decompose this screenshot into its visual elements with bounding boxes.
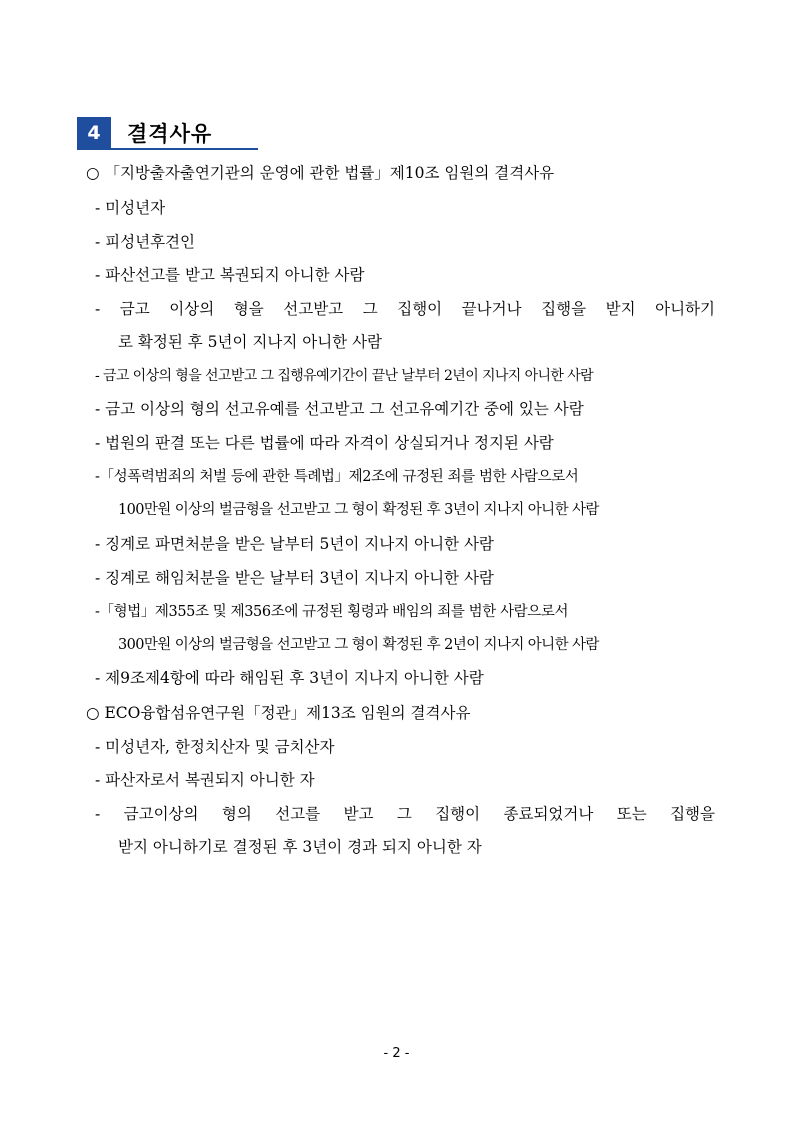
list-item: - 제9조제4항에 따라 해임된 후 3년이 지나지 아니한 사람 xyxy=(95,669,484,687)
list-item: -「형법」제355조 및 제356조에 규정된 횡령과 배임의 죄를 범한 사람으로서 xyxy=(95,604,569,620)
list-item: - 피성년후견인 xyxy=(95,233,196,251)
heading-underline xyxy=(77,148,258,150)
section-number-badge: 4 xyxy=(77,117,111,149)
section-title: 결격사유 xyxy=(127,122,213,146)
list-item: -「성폭력범죄의 처벌 등에 관한 특례법」제2조에 규정된 죄를 범한 사람으로서 xyxy=(95,469,579,485)
list-item: - 금고이상의 형의 선고를 받고 그 집행이 종료되었거나 또는 집행을 xyxy=(95,805,715,823)
bullet-articles-heading: ○ ECO융합섬유연구원「정관」제13조 임원의 결격사유 xyxy=(86,704,471,722)
list-item: - 금고 이상의 형을 선고받고 그 집행유예기간이 끝난 날부터 2년이 지나지 아니한 사람 xyxy=(95,368,594,384)
list-item-continuation: 100만원 이상의 벌금형을 선고받고 그 형이 확정된 후 3년이 지나지 아니한 사람 xyxy=(118,502,599,518)
list-item: - 금고 이상의 형을 선고받고 그 집행이 끝나거나 집행을 받지 아니하기 xyxy=(95,300,715,318)
list-item: - 미성년자 xyxy=(95,199,166,217)
list-item: - 징계로 파면처분을 받은 날부터 5년이 지나지 아니한 사람 xyxy=(95,535,494,553)
list-item: - 징계로 해임처분을 받은 날부터 3년이 지나지 아니한 사람 xyxy=(95,569,494,587)
section-heading xyxy=(77,116,212,150)
list-item: - 법원의 판결 또는 다른 법률에 따라 자격이 상실되거나 정지된 사람 xyxy=(95,434,554,452)
list-item-continuation: 받지 아니하기로 결정된 후 3년이 경과 되지 아니한 자 xyxy=(118,838,482,856)
list-item: - 파산자로서 복권되지 아니한 자 xyxy=(95,771,315,789)
page-number: - 2 - xyxy=(383,1046,410,1061)
bullet-law-heading: ○ 「지방출자출연기관의 운영에 관한 법률」제10조 임원의 결격사유 xyxy=(86,164,555,182)
list-item: - 금고 이상의 형의 선고유예를 선고받고 그 선고유예기간 중에 있는 사람 xyxy=(95,400,584,418)
list-item-continuation: 300만원 이상의 벌금형을 선고받고 그 형이 확정된 후 2년이 지나지 아니한 사람 xyxy=(118,637,599,653)
list-item-continuation: 로 확정된 후 5년이 지나지 아니한 사람 xyxy=(118,333,383,351)
list-item: - 미성년자, 한정치산자 및 금치산자 xyxy=(95,738,335,756)
list-item: - 파산선고를 받고 복권되지 아니한 사람 xyxy=(95,266,365,284)
